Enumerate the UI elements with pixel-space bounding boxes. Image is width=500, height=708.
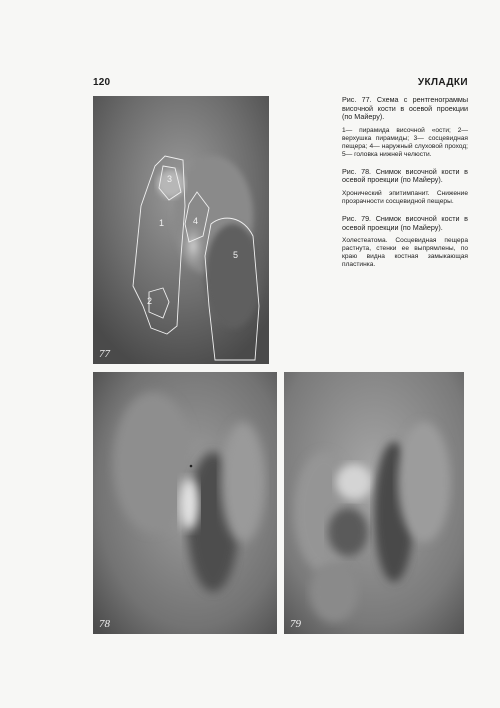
figure-78-image	[93, 372, 277, 634]
label-5: 5	[233, 250, 239, 260]
figure-79-caption: Рис. 79. Снимок височной кости в осевой проекции (по Майеру).	[342, 213, 468, 232]
figure-78-caption: Рис. 78. Снимок височной кости в осевой проекции (по Майеру).	[342, 166, 468, 185]
figure-77-radiograph	[93, 96, 269, 364]
figure-78-radiograph	[93, 372, 277, 634]
figure-79-image	[284, 372, 464, 634]
figure-77-image	[93, 96, 269, 364]
figure-79-note: Холестеатома. Сосцевидная пещера растнута, стенки ее выпрямлены, по краю видна костная замыкающая пластинка.	[342, 237, 468, 269]
figure-77-legend: 1— пирамида височной «ости; 2— верхушка пирамиды; 3— сосцевидная пещера; 4— наружный слуховой проход; 5— головка нижней челюсти.	[342, 126, 468, 158]
label-1: 1	[159, 218, 165, 228]
figure-78-number: 78	[99, 618, 110, 630]
running-head: УКЛАДКИ	[417, 77, 468, 88]
caption-column	[342, 96, 468, 278]
label-2: 2	[147, 296, 153, 306]
figure-77-caption: Рис. 77. Схема с рентгенограммы височной кости в осевой проекции (по Майеру).	[342, 95, 468, 122]
figure-79-number: 79	[290, 618, 301, 630]
figure-79-radiograph	[284, 372, 464, 634]
page-number: 120	[93, 77, 111, 88]
label-4: 4	[193, 216, 199, 226]
figure-77-number: 77	[99, 348, 110, 360]
figure-78-note: Хронический эпитимпанит. Снижение прозрачности сосцевидной пещеры.	[342, 189, 468, 205]
label-3: 3	[167, 174, 173, 184]
